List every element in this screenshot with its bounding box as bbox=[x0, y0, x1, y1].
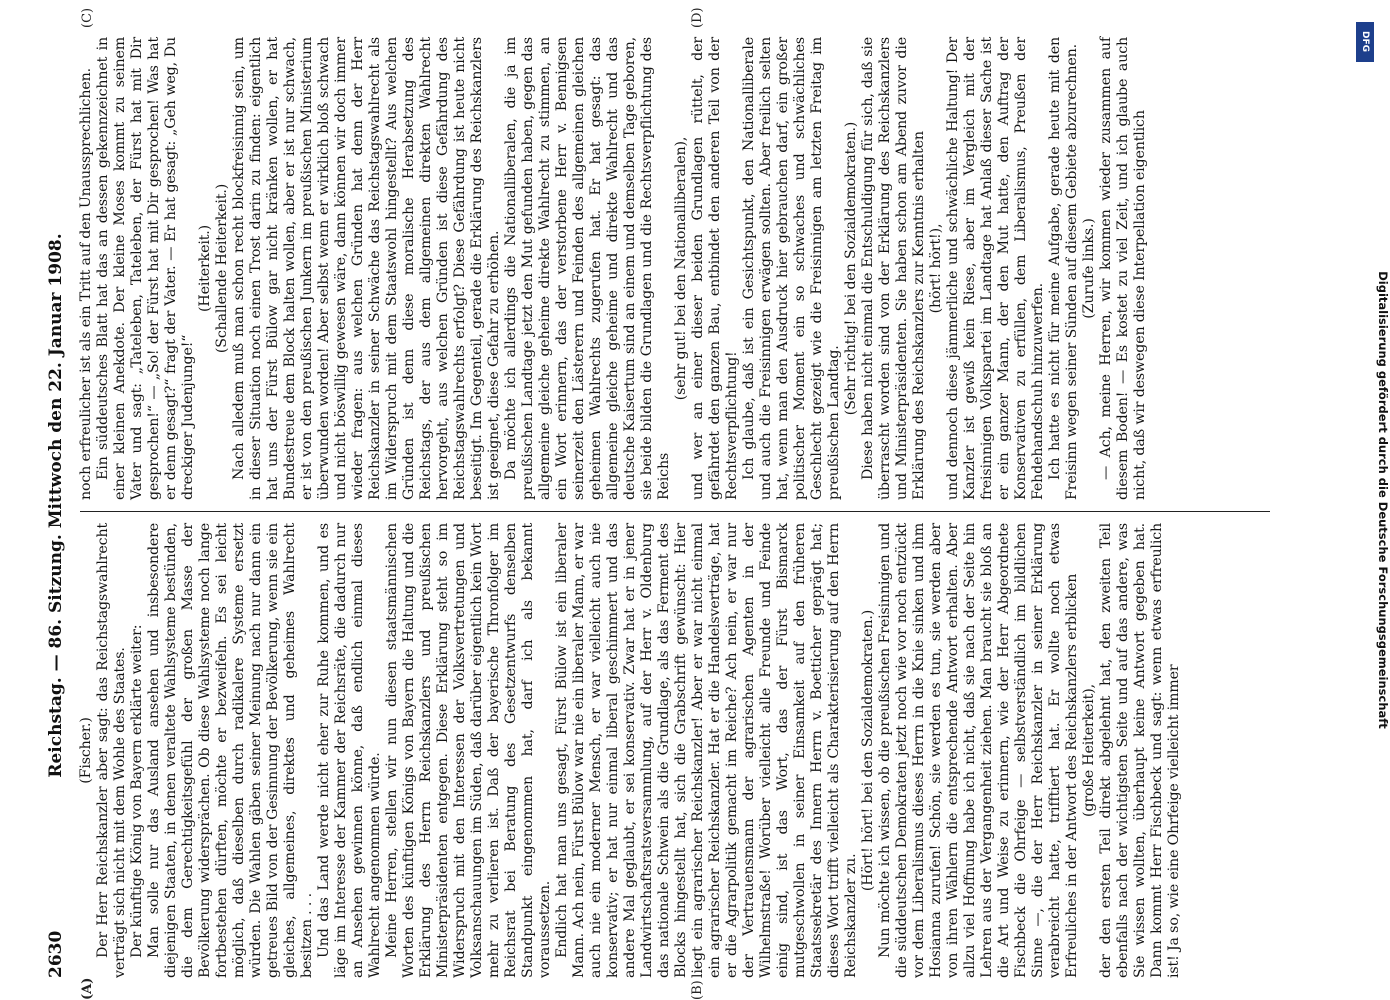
interjection: (hört! hört!), bbox=[928, 223, 944, 314]
paragraph: Nun möchte ich wissen, ob die preußischen Freisinnigen und die süddeutschen Demokraten jetzt noch wie vor noch entzückt vor dem Liberalismus dieses Herrn in die Knie sinken und ihm Hosianna zurufen! Schön, sie werden es tun, sie werden aber von ihren Wählern die entsprechende Antwort erhalten. Aber allzu viel Hoffnung habe ich nicht, daß sie nach der Seite hin Lehren aus der Vergangenheit ziehen. Man braucht sie bloß an die Art und Weise zu erinnern, wie der Herr Abgeordnete Fischbeck die Ohrfeige — selbstverständlich im bildlichen Sinne —, die der Herr Reichskanzler in seiner Erklärung verabreicht hatte, trifftiert hat. Er wollte noch etwas Erfreuliches in der Antwort des Reichskanzlers erblicken bbox=[877, 523, 1080, 978]
text-column-right bbox=[78, 37, 1268, 500]
paragraph: und wer an einer dieser beiden Grundlagen rüttelt, der gefährdet den ganzen Bau, entbindet den anderen Teil von der Rechtsverpflichtung! bbox=[690, 37, 740, 500]
quote-paragraph: Und das Land werde nicht eher zur Ruhe kommen, und es läge im Interesse der Kammer der Reichsräte, die dadurch nur an Ansehen gewinnen könne, daß endlich einmal dieses Wahlrecht angenommen würde. bbox=[316, 523, 383, 978]
interjection: (Hört! hört! bei den Sozialdemokraten.) bbox=[860, 609, 876, 892]
quote-paragraph: Man solle nur das Ausland ansehen und insbesondere diejenigen Staaten, in denen veraltete Wahlsysteme bestünden, die dem Gerechtigkeitsgefühl der großen Masse der Bevölkerung widersprächen. Ob diese Wahlsysteme noch lange fortbestehen dürften, möchte er bezweifeln. Es sei leicht möglich, daß dieselben durch radikalere Systeme ersetzt würden. Die Wahlen gäben seiner Meinung nach nur dann ein getreues Bild von der Gesinnung der Bevölkerung, wenn sie ein gleiches, allgemeines, direktes und geheimes Wahlrecht besitzen . . . bbox=[146, 523, 315, 978]
paragraph: Ich hatte es nicht für meine Aufgabe, gerade heute mit den Freisinn wegen seiner Sünden auf diesem Gebiete abzurechnen. bbox=[1047, 37, 1080, 500]
interjection: (Heiterkeit.) bbox=[197, 224, 213, 313]
credit-text: Digitalisierung gefördert durch die Deutsche Forschungsgemeinschaft bbox=[1376, 271, 1390, 729]
interjection: (sehr gut! bei den Nationalliberalen), bbox=[673, 136, 689, 401]
paragraph: der den ersten Teil direkt abgelehnt hat, den zweiten Teil ebenfalls nach der wichtigsten Seite und auf das andere, was Sie wissen wollten, überhaupt keine Antwort gegeben hat. Dann kommt Herr Fischbeck und sagt: wenn etwas erfreulich ist! Ja so, wie eine Ohrfeige vielleicht immer bbox=[1098, 523, 1182, 978]
margin-mark-c: (C) bbox=[80, 7, 95, 28]
interjection: (Zurufe links.) bbox=[1081, 218, 1097, 319]
interjection: (Schallende Heiterkeit.) bbox=[214, 183, 230, 354]
paragraph: Endlich hat man uns gesagt, Fürst Bülow ist ein liberaler Mann. Ach nein, Fürst Bülow war nie ein liberaler Mann, er war auch nie ein moderner Mensch, er war vielleicht auch nie konservativ; er hat nur einmal liberal geschimmert und das andere Mal geglaubt, er sei konservativ. Zwar hat er in jener Landwirtschaftsratsversammlung, auf der Herr v. Oldenburg das nationale Schwein als die Grundlage, als das Ferment des Blocks hingestellt hat, sich die Grabschrift gewünscht: Hier liegt ein agrarischer Reichskanzler! Aber er war nicht einmal ein agrarischer Reichskanzler. Hat er die Handelsverträge, hat er die Agrarpolitik gemacht im Reiche? Ach nein, er war nur der Vertrauensmann der agrarischen Agenten in der Wilhelmstraße! Worüber vielleicht alle Freunde und Feinde einig sind, ist das Wort, das der Fürst Bismarck mutgeschwollen in seiner Einsamkeit auf den früheren Staatssekretär des Innern Herrn v. Boetticher geprägt hat; dieses Wort trifft vielleicht als Charakterisierung auf den Herrn Reichskanzler zu. bbox=[554, 523, 859, 978]
page-number: 2630 bbox=[46, 930, 66, 978]
column-divider bbox=[80, 511, 1270, 512]
paragraph: Ein süddeutsches Blatt hat das an dessen gekennzeichnet in einer kleinen Anekdote. Der kleine Moses kommt zu seinem Vater und sagt: „Tateleben, Tateleben, der Fürst hat mit Dir gesprochen!“ — „So! der Fürst hat mit Dir gesprochen! Was hat er denn gesagt?“ fragt der Vater. — Er hat gesagt: „Geh weg, Du dreckiger Judenjunge!“ bbox=[95, 37, 196, 500]
dfg-logo-icon: DFG bbox=[1356, 22, 1374, 62]
margin-mark-b: (B) bbox=[690, 980, 705, 1000]
digitization-credit bbox=[1340, 10, 1390, 990]
paragraph: Der künftige König von Bayern erklärte weiter: bbox=[129, 624, 145, 958]
interjection: (Sehr richtig! bei den Sozialdemokraten.) bbox=[843, 121, 859, 416]
margin-mark-a: (A) bbox=[80, 977, 95, 1000]
paragraph: und dennoch diese jämmerliche und schwächliche Haltung! Der Kanzler ist gewiß kein Riese, aber im Vergleich mit der freisinnigen Volkspartei im Landtage hat Anlaß dieser Sache ist er ein ganzer Mann, der den Mut hatte, den Auftrag der Konservativen zu erfüllen, dem Liberalismus, Preußen der Fehdehandschuh hinzuwerfen. bbox=[945, 37, 1046, 500]
interjection: (große Heiterkeit), bbox=[1081, 684, 1097, 817]
text-column-left bbox=[78, 523, 1268, 978]
paragraph: Diese haben nicht einmal die Entschuldigung für sich, daß sie überrascht worden sind von der Erklärung des Reichskanzlers und Ministerpräsidenten. Sie haben schon am Abend zuvor die Erklärung des Reichskanzlers zur Kenntnis erhalten bbox=[860, 37, 927, 500]
running-header bbox=[40, 33, 74, 978]
paragraph: noch erfreulicher ist als ein Tritt auf den Unaussprechlichen. bbox=[78, 68, 94, 500]
paragraph: Meine Herren, stellen wir nun diesen staatsmännischen Worten des künftigen Königs von Bayern die Haltung und die Erklärung des Herrn Reichskanzlers und preußischen Ministerpräsidenten entgegen. Diese Erklärung steht so im Widerspruch mit den Interessen der Volksvertretungen und Volksanschauungen im Süden, daß darüber eigentlich kein Wort mehr zu verlieren ist. Daß der bayerische Thronfolger im Reichsrat bei Beratung des Gesetzentwurfs denselben Standpunkt eingenommen hat, darf ich als bekannt voraussetzen. bbox=[384, 523, 553, 978]
header-title: Reichstag. — 86. Sitzung. Mittwoch den 22. Januar 1908. bbox=[46, 233, 66, 778]
paragraph: Da möchte ich allerdings die Nationalliberalen, die ja im preußischen Landtage jetzt den Mut gefunden haben, gegen das allgemeine gleiche geheime direkte Wahlrecht zu stimmen, an ein Wort erinnern, das der verstorbene Herr v. Bennigsen seinerzeit den Lästerern und Feinden des allgemeinen gleichen geheimen Wahlrechts zugerufen hat. Er hat gesagt: das allgemeine gleiche geheime und direkte Wahlrecht und das deutsche Kaisertum sind an einem und demselben Tage geboren, sie beide bilden die Grundlagen und die Rechtsverpflichtung des Reichs bbox=[503, 37, 672, 500]
paragraph: — Ach, meine Herren, wir kommen wieder zusammen auf diesem Boden! — Es kostet zu viel Zeit, und ich glaube auch nicht, daß wir deswegen diese Interpellation eigentlich bbox=[1098, 37, 1148, 500]
paragraph: Nach alledem muß man schon recht blockfreisinnig sein, um in dieser Situation noch einen Trost darin zu finden: eigentlich hat uns der Fürst Bülow gar nicht kränken wollen, er hat Bundestreue dem Block halten wollen, aber er ist nur schwach, er ist von den preußischen Junkern im preußischen Ministerium überwunden worden! Aber selbst wenn er wirklich bloß schwach und nicht böswillig gewesen wäre, dann können wir doch immer wieder fragen: aus welchen Gründen hat denn der Herr Reichskanzler in seiner Schwäche das Reichstagswahlrecht als im Widerspruch mit dem Staatswohl hingestellt? Aus welchen Gründen ist denn diese moralische Herabsetzung des Reichstags, der aus dem allgemeinen direkten Wahlrecht hervorgeht, aus welchen Gründen ist diese Gefährdung des Reichstagswahlrechts erfolgt? Diese Gefährdung ist heute nicht beseitigt. Im Gegenteil, gerade die Erklärung des Reichskanzlers ist geeignet, diese Gefahr zu erhöhen. bbox=[231, 37, 502, 500]
speaker-label: (Fischer.) bbox=[78, 717, 94, 784]
paragraph: Ich glaube, daß ist ein Gesichtspunkt, den Nationalliberale und auch die Freisinnigen erwägen sollten. Aber freilich selten hat, wenn man den Ausdruck hier gebrauchen darf, ein großer politischer Moment ein so schwaches und schwächliches Geschlecht gezeigt wie die Freisinnigen am letzten Freitag im preußischen Landtag. bbox=[741, 37, 842, 500]
margin-mark-d: (D) bbox=[690, 7, 705, 28]
paragraph: Der Herr Reichskanzler aber sagt: das Reichstagswahlrecht verträgt sich nicht mit dem Wohle des Staates. bbox=[95, 523, 128, 978]
